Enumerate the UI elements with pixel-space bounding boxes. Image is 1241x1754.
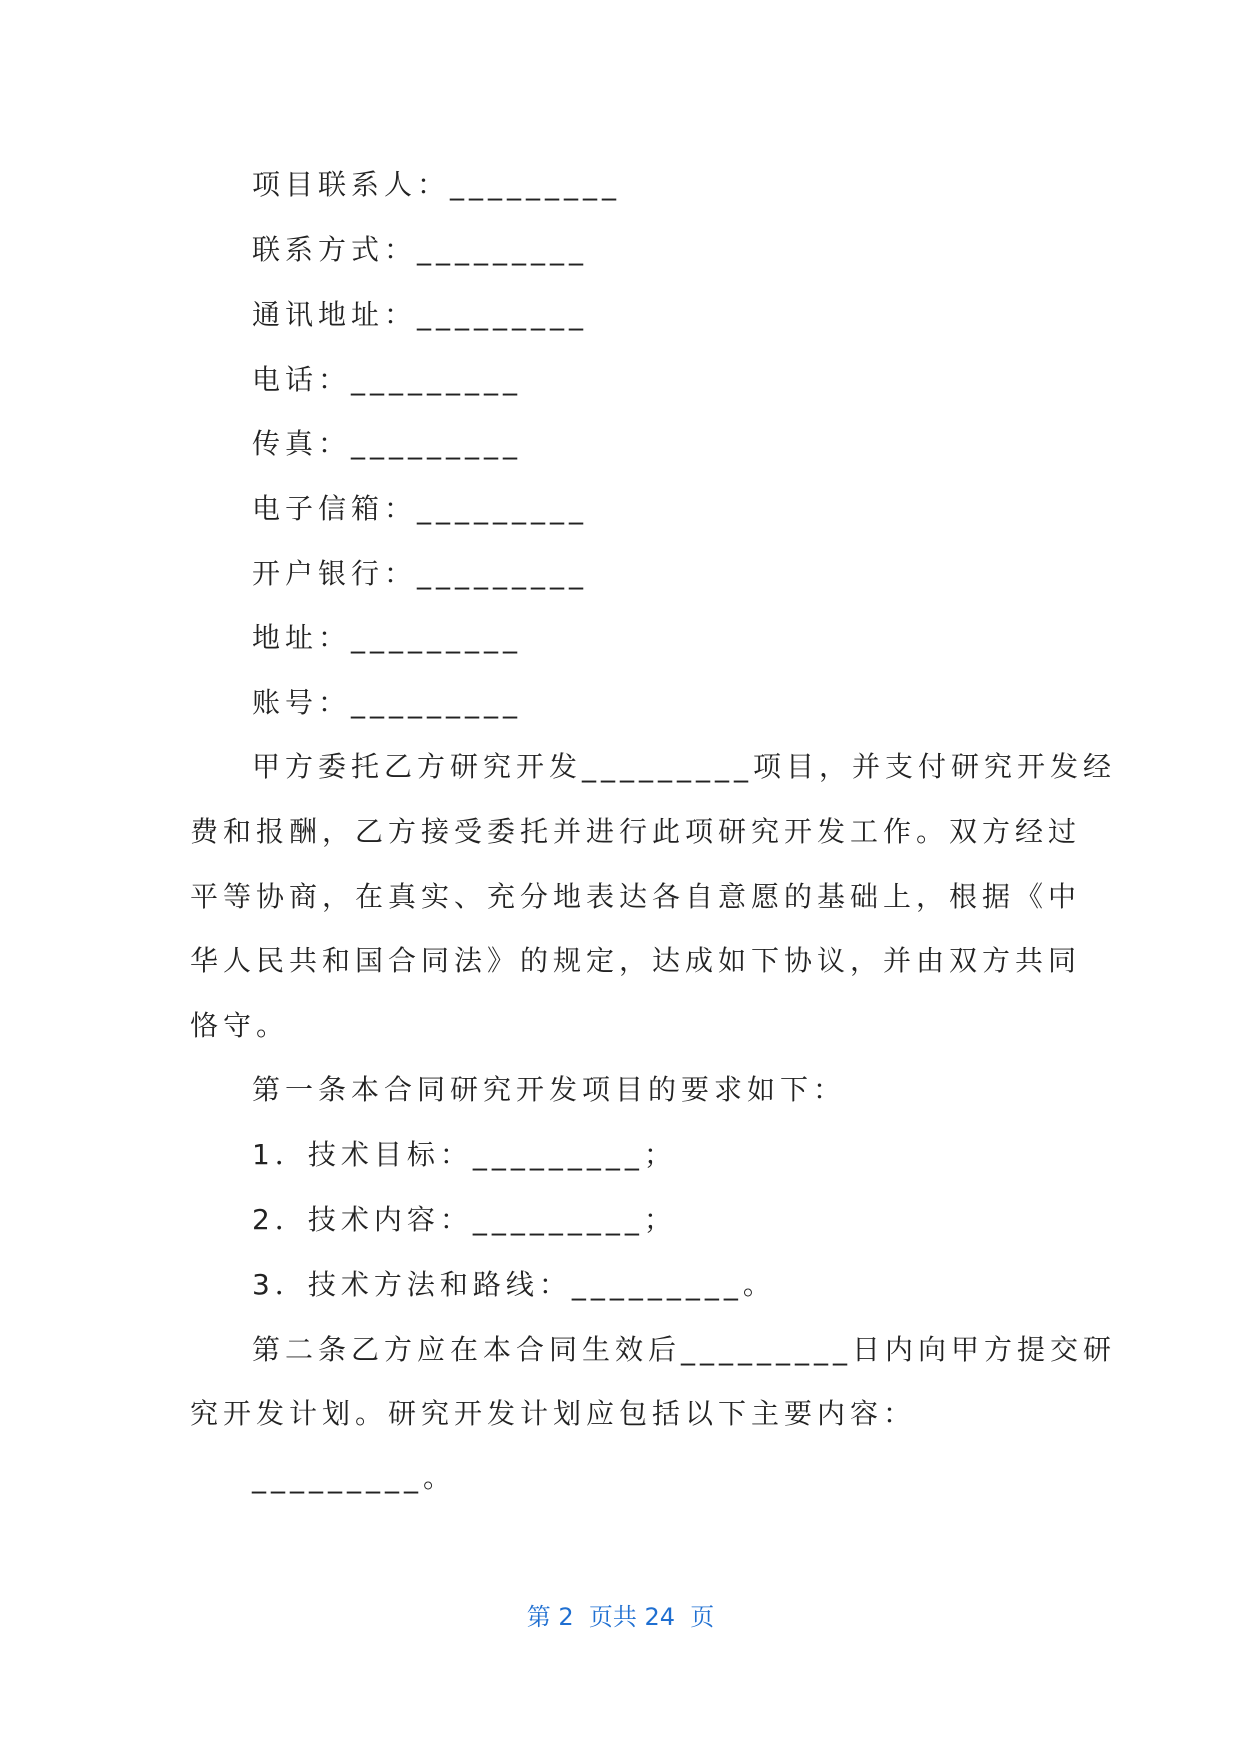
- list-item: 2．技术内容：_________；: [252, 1203, 677, 1236]
- phone-line: 电话：_________: [252, 363, 523, 396]
- list-item: 1．技术目标：_________；: [252, 1138, 677, 1171]
- paragraph-line: 恪守。: [190, 1009, 290, 1042]
- article-two-line: 究开发计划。研究开发计划应包括以下主要内容：: [190, 1397, 917, 1430]
- email-line: 电子信箱：_________: [252, 492, 589, 525]
- paragraph-line: 费和报酬，乙方接受委托并进行此项研究开发工作。双方经过: [190, 815, 1082, 848]
- paragraph-line: 甲方委托乙方研究开发_________项目，并支付研究开发经: [252, 750, 1117, 783]
- article-one-heading: 第一条本合同研究开发项目的要求如下：: [252, 1073, 847, 1106]
- bank-address-line: 地址：_________: [252, 621, 523, 654]
- page-number-footer: 第 2 页共 24 页: [526, 1603, 715, 1631]
- article-two-line: 第二条乙方应在本合同生效后_________日内向甲方提交研: [252, 1333, 1117, 1366]
- list-item: 3．技术方法和路线：_________。: [252, 1268, 776, 1301]
- bank-line: 开户银行：_________: [252, 557, 589, 590]
- account-line: 账号：_________: [252, 686, 523, 719]
- address-line: 通讯地址：_________: [252, 298, 589, 331]
- fax-line: 传真：_________: [252, 427, 523, 460]
- blank-line: _________。: [252, 1461, 457, 1494]
- paragraph-line: 平等协商，在真实、充分地表达各自意愿的基础上，根据《中: [190, 880, 1082, 913]
- contact-method-line: 联系方式：_________: [252, 233, 589, 266]
- paragraph-line: 华人民共和国合同法》的规定，达成如下协议，并由双方共同: [190, 944, 1082, 977]
- contact-person-line: 项目联系人：_________: [252, 168, 622, 201]
